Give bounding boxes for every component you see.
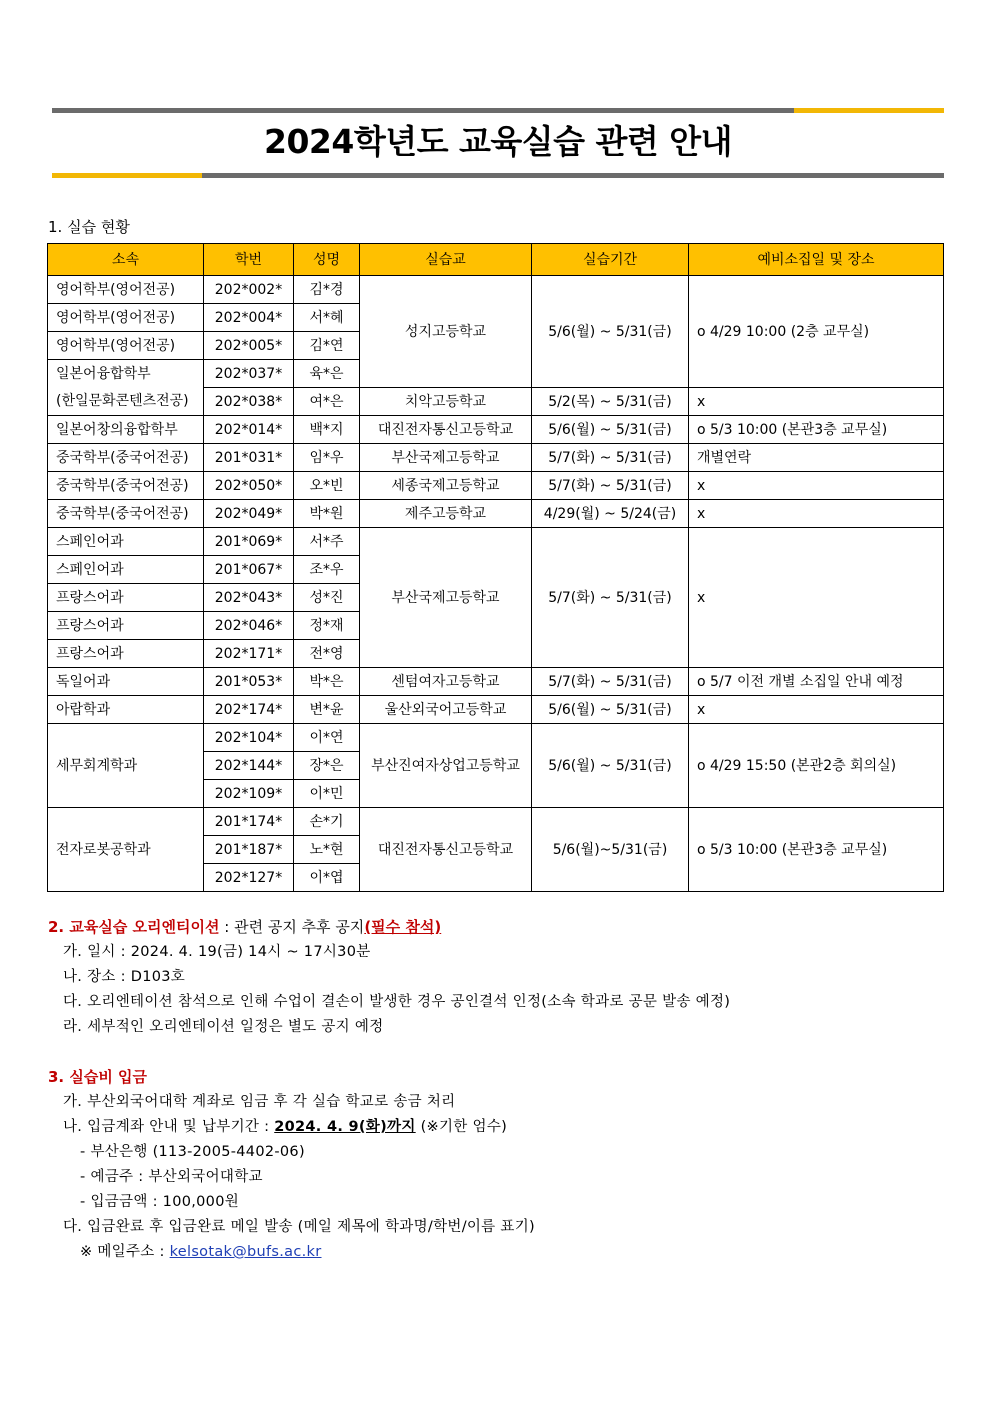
cell-id: 201*174* xyxy=(204,808,294,836)
cell-period: 5/6(월)~5/31(금) xyxy=(532,808,689,892)
cell-name: 서*주 xyxy=(294,528,360,556)
section2-heading-line xyxy=(48,917,441,937)
cell-dept: 스페인어과 xyxy=(48,528,204,556)
cell-dept: 중국학부(중국어전공) xyxy=(48,444,204,472)
cell-period: 5/6(월) ~ 5/31(금) xyxy=(532,724,689,808)
section3-item-email-notice: 다. 입금완료 후 입금완료 메일 발송 (메일 제목에 학과명/학번/이름 표기) xyxy=(63,1219,535,1235)
cell-name: 조*우 xyxy=(294,556,360,584)
email-line xyxy=(80,1242,322,1262)
title-top-rule xyxy=(52,108,944,113)
cell-dept: 영어학부(영어전공) xyxy=(48,332,204,360)
cell-meeting: o 5/7 이전 개별 소집일 안내 예정 xyxy=(689,668,944,696)
cell-name: 오*빈 xyxy=(294,472,360,500)
header-dept: 소속 xyxy=(48,244,204,276)
cell-period: 5/7(화) ~ 5/31(금) xyxy=(532,472,689,500)
cell-meeting: o 5/3 10:00 (본관3층 교무실) xyxy=(689,416,944,444)
header-name: 성명 xyxy=(294,244,360,276)
cell-name: 김*연 xyxy=(294,332,360,360)
title-block xyxy=(52,108,944,178)
cell-id: 202*104* xyxy=(204,724,294,752)
cell-period: 4/29(월) ~ 5/24(금) xyxy=(532,500,689,528)
cell-school: 울산외국어고등학교 xyxy=(360,696,532,724)
table-row xyxy=(48,444,944,472)
cell-dept: (한일문화콘텐츠전공) xyxy=(48,388,204,416)
bank-account: - 부산은행 (113-2005-4402-06) xyxy=(80,1144,305,1160)
cell-meeting: x xyxy=(689,472,944,500)
cell-id: 201*187* xyxy=(204,836,294,864)
cell-meeting: o 5/3 10:00 (본관3층 교무실) xyxy=(689,808,944,892)
cell-school: 성지고등학교 xyxy=(360,276,532,388)
cell-id: 202*037* xyxy=(204,360,294,388)
table-row xyxy=(48,388,944,416)
cell-id: 202*109* xyxy=(204,780,294,808)
cell-dept: 영어학부(영어전공) xyxy=(48,304,204,332)
cell-id: 202*014* xyxy=(204,416,294,444)
section2-heading-note: : 관련 공지 추후 공지 xyxy=(219,918,365,936)
title-bottom-rule xyxy=(52,173,944,178)
cell-name: 여*은 xyxy=(294,388,360,416)
cell-name: 전*영 xyxy=(294,640,360,668)
cell-period: 5/6(월) ~ 5/31(금) xyxy=(532,696,689,724)
cell-name: 백*지 xyxy=(294,416,360,444)
cell-name: 김*경 xyxy=(294,276,360,304)
header-student-id: 학번 xyxy=(204,244,294,276)
cell-dept: 프랑스어과 xyxy=(48,584,204,612)
cell-dept: 중국학부(중국어전공) xyxy=(48,500,204,528)
cell-id: 202*002* xyxy=(204,276,294,304)
section2-item-place: 나. 장소 : D103호 xyxy=(63,969,186,985)
header-school: 실습교 xyxy=(360,244,532,276)
cell-name: 박*은 xyxy=(294,668,360,696)
cell-school: 부산진여자상업고등학교 xyxy=(360,724,532,808)
table-row xyxy=(48,696,944,724)
cell-dept: 스페인어과 xyxy=(48,556,204,584)
cell-id: 201*069* xyxy=(204,528,294,556)
cell-meeting: 개별연락 xyxy=(689,444,944,472)
cell-name: 성*진 xyxy=(294,584,360,612)
cell-period: 5/2(목) ~ 5/31(금) xyxy=(532,388,689,416)
cell-name: 서*혜 xyxy=(294,304,360,332)
cell-period: 5/7(화) ~ 5/31(금) xyxy=(532,444,689,472)
section3-item-account: 나. 입금계좌 안내 및 납부기간 : xyxy=(63,1119,275,1135)
cell-id: 202*144* xyxy=(204,752,294,780)
cell-name: 손*기 xyxy=(294,808,360,836)
section2-item-date: 가. 일시 : 2024. 4. 19(금) 14시 ~ 17시30분 xyxy=(63,944,371,960)
cell-meeting: x xyxy=(689,696,944,724)
cell-id: 202*038* xyxy=(204,388,294,416)
cell-meeting: x xyxy=(689,388,944,416)
table-row xyxy=(48,668,944,696)
cell-dept: 독일어과 xyxy=(48,668,204,696)
cell-id: 202*005* xyxy=(204,332,294,360)
cell-name: 박*원 xyxy=(294,500,360,528)
header-period: 실습기간 xyxy=(532,244,689,276)
email-link[interactable]: kelsotak@bufs.ac.kr xyxy=(169,1244,322,1260)
cell-school: 치악고등학교 xyxy=(360,388,532,416)
section2-heading: 2. 교육실습 오리엔티이션 xyxy=(48,918,220,936)
cell-id: 202*171* xyxy=(204,640,294,668)
cell-id: 202*004* xyxy=(204,304,294,332)
cell-dept: 프랑스어과 xyxy=(48,612,204,640)
cell-name: 장*은 xyxy=(294,752,360,780)
cell-dept: 중국학부(중국어전공) xyxy=(48,472,204,500)
section1-heading: 1. 실습 현황 xyxy=(48,218,130,236)
section3-heading: 3. 실습비 입금 xyxy=(48,1068,148,1086)
section3-item-transfer: 가. 부산외국어대학 계좌로 임금 후 각 실습 학교로 송금 처리 xyxy=(63,1094,456,1110)
cell-meeting: x xyxy=(689,500,944,528)
table-header-row xyxy=(48,244,944,276)
cell-dept: 일본어융합학부 xyxy=(48,360,204,388)
cell-school: 부산국제고등학교 xyxy=(360,528,532,668)
email-label: ※ 메일주소 : xyxy=(80,1244,170,1260)
cell-id: 202*046* xyxy=(204,612,294,640)
section2-item-schedule: 라. 세부적인 오리엔테이션 일정은 별도 공지 예정 xyxy=(63,1019,384,1035)
cell-period: 5/6(월) ~ 5/31(금) xyxy=(532,416,689,444)
cell-school: 센텀여자고등학교 xyxy=(360,668,532,696)
cell-dept: 아랍학과 xyxy=(48,696,204,724)
cell-period: 5/7(화) ~ 5/31(금) xyxy=(532,668,689,696)
cell-name: 변*윤 xyxy=(294,696,360,724)
cell-school: 제주고등학교 xyxy=(360,500,532,528)
cell-dept: 일본어창의융합학부 xyxy=(48,416,204,444)
cell-meeting: o 4/29 10:00 (2층 교무실) xyxy=(689,276,944,388)
cell-id: 201*067* xyxy=(204,556,294,584)
cell-period: 5/6(월) ~ 5/31(금) xyxy=(532,276,689,388)
cell-period: 5/7(화) ~ 5/31(금) xyxy=(532,528,689,668)
cell-id: 201*031* xyxy=(204,444,294,472)
account-holder: - 예금주 : 부산외국어대학교 xyxy=(80,1169,263,1185)
cell-id: 202*127* xyxy=(204,864,294,892)
table-row xyxy=(48,528,944,556)
cell-id: 202*050* xyxy=(204,472,294,500)
deadline-note: (※기한 엄수) xyxy=(415,1119,508,1135)
table-row xyxy=(48,276,944,304)
mandatory-badge: (필수 참석) xyxy=(364,918,442,936)
cell-id: 202*043* xyxy=(204,584,294,612)
cell-name: 이*연 xyxy=(294,724,360,752)
table-row xyxy=(48,472,944,500)
cell-name: 이*엽 xyxy=(294,864,360,892)
practicum-table xyxy=(47,243,944,892)
section3-item-account-line xyxy=(63,1117,507,1137)
cell-name: 이*민 xyxy=(294,780,360,808)
cell-school: 대진전자통신고등학교 xyxy=(360,808,532,892)
payment-amount: - 입금금액 : 100,000원 xyxy=(80,1194,240,1210)
table-row xyxy=(48,416,944,444)
cell-name: 임*우 xyxy=(294,444,360,472)
cell-dept: 영어학부(영어전공) xyxy=(48,276,204,304)
cell-name: 육*은 xyxy=(294,360,360,388)
table-row xyxy=(48,808,944,836)
cell-dept: 프랑스어과 xyxy=(48,640,204,668)
cell-school: 세종국제고등학교 xyxy=(360,472,532,500)
cell-id: 202*049* xyxy=(204,500,294,528)
cell-id: 202*174* xyxy=(204,696,294,724)
cell-name: 노*현 xyxy=(294,836,360,864)
cell-school: 대진전자통신고등학교 xyxy=(360,416,532,444)
page-title: 2024학년도 교육실습 관련 안내 xyxy=(264,122,732,161)
cell-meeting: x xyxy=(689,528,944,668)
table-row xyxy=(48,500,944,528)
table-row xyxy=(48,724,944,752)
cell-dept: 세무회계학과 xyxy=(48,724,204,808)
payment-deadline: 2024. 4. 9(화)까지 xyxy=(274,1119,416,1135)
cell-dept: 전자로봇공학과 xyxy=(48,808,204,892)
cell-meeting: o 4/29 15:50 (본관2층 회의실) xyxy=(689,724,944,808)
header-meeting: 예비소집일 및 장소 xyxy=(689,244,944,276)
cell-name: 정*재 xyxy=(294,612,360,640)
section2-item-absence: 다. 오리엔테이션 참석으로 인해 수업이 결손이 발생한 경우 공인결석 인정(소속 학과로 공문 발송 예정) xyxy=(63,994,731,1010)
cell-id: 201*053* xyxy=(204,668,294,696)
cell-school: 부산국제고등학교 xyxy=(360,444,532,472)
